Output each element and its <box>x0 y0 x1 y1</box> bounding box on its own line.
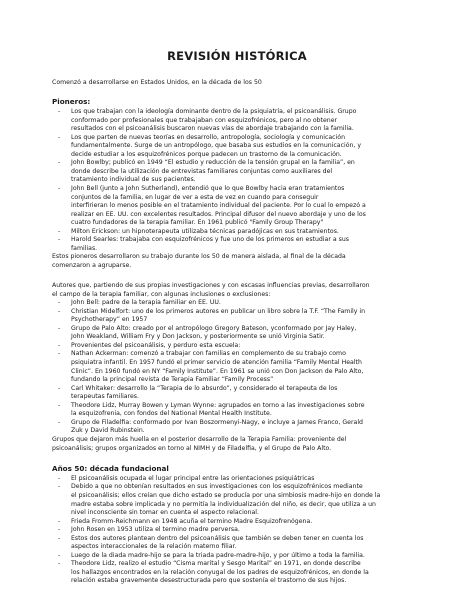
list-item-line: donde describe la utilización de entrevistas familiares conjuntas como auxiliares del <box>71 167 333 175</box>
list-item-line: aspectos interaccionales de la relación materno filiar. <box>71 543 237 551</box>
list-item-line: Psychotherapy” en 1957 <box>71 316 148 324</box>
list-item-line: John Rosen en 1953 utiliza el termino madre perversa. <box>71 526 240 534</box>
list-item-line: el psicoanálisis; ellos creían que dicho estado se producía por una simbiosis madre-hijo en donde la <box>71 491 381 499</box>
list-item-line: tratamiento individual de sus pacientes. <box>71 176 196 184</box>
bullet-dash: - <box>58 401 61 409</box>
bullet-dash: - <box>58 418 61 426</box>
bullet-dash: - <box>58 185 61 193</box>
bullet-dash: - <box>58 483 61 491</box>
bullet-dash: - <box>58 236 61 244</box>
list-item-line: Grupo de Palo Alto: creado por el antropólogo Gregory Bateson, yconformado por Jay Haley, <box>71 324 357 332</box>
list-item-line: familias. <box>71 244 98 252</box>
section-heading: Pioneros: <box>52 96 91 106</box>
list-item-line: John Bell: padre de la terapia familiar en EE. UU. <box>71 299 221 307</box>
list-item-line: Christian Midelfort: uno de los primeros autores en publicar un libro sobre la T.F. “The Family in <box>71 307 366 315</box>
list-item-line: Theodore Lidz, Murray Bowen y Lyman Wynne: agrupados en torno a las investigaciones sobre <box>71 401 365 409</box>
page-title: REVISIÓN HISTÓRICA <box>167 49 307 63</box>
list-item-line: Carl Whitaker: desarrollo la “Terapia de lo absurdo”, y considerado el terapeuta de los <box>71 384 338 392</box>
bullet-dash: - <box>58 474 61 482</box>
bullet-dash: - <box>58 133 61 141</box>
bullet-dash: - <box>58 108 61 116</box>
list-item-line: John Bell (junto a John Sutherland), entendió que lo que Bowlby hacia eran tratamientos <box>71 185 345 193</box>
paragraph-line: comenzaron a agruparse. <box>52 261 132 269</box>
list-item-line: El psicoanálisis ocupada el lugar principal entre las orientaciones psiquiátricas <box>71 474 315 482</box>
list-item-line: relación estaba gravemente desestructurada pero que sostenía el trastorno de sus hijos. <box>71 577 347 585</box>
bullet-dash: - <box>58 299 61 307</box>
list-item-line: psiquiatra infantil. En 1957 fundó el primer servicio de atención familia “Family Mental Health <box>71 359 362 366</box>
list-item-line: Debido a que no obtenían resultados en sus investigaciones con los esquizofrénicos mediante <box>71 483 363 491</box>
list-item-line: la esquizofrenia, con fondos del National Mental Health Institute. <box>71 410 272 418</box>
list-item-line: John Weakland, William Fry y Don Jackson, y posteriormente se unió Virginia Satir. <box>71 333 325 341</box>
list-item-line: resultados con el psicoanálisis buscaron nuevas vías de abordaje trabajando con la familia. <box>71 125 354 133</box>
bullet-dash: - <box>58 526 61 534</box>
bullet-dash: - <box>58 517 61 525</box>
list-item-line: interfirieran lo menos posible en el tratamiento individual del paciente. Por lo cual lo empezó a <box>71 202 366 210</box>
list-item-line: los hallazgos encontrados en la relación conyugal de los padres de esquizofrénicos, en donde la <box>71 568 369 576</box>
paragraph-line: Estos pioneros desarrollaron su trabajo durante los 50 de manera aislada, al final de la década <box>52 253 346 261</box>
list-item-line: realizar en EE. UU. con excelentes resultados. Principal difusor del nuevo abordaje y uno de los <box>71 210 366 218</box>
list-item-line: nivel inconsciente sin tomar en cuenta el aspecto relacional. <box>71 509 259 517</box>
list-item-line: Grupo de Filadelfia: conformado por Ivan Boszormenyi-Nagy, e incluye a James Franco, Gerald <box>71 418 363 426</box>
intro-text: Comenzó a desarrollarse en Estados Unidos, en la década de los 50 <box>52 79 262 86</box>
list-item-line: Los que parten de nuevas teorías en desarrollo, antropología, sociología y comunicación <box>71 133 345 141</box>
bullet-dash: - <box>58 384 61 392</box>
list-item-line: Estos dos autores plantean dentro del psicoanálisis que también se deben tener en cuenta los <box>71 534 364 542</box>
bullet-dash: - <box>58 307 61 315</box>
bullet-dash: - <box>58 534 61 542</box>
list-item-line: fundando la principal revista de Terapia Familiar “Family Process” <box>71 376 274 384</box>
paragraph-line: Grupos que dejaron más huella en el posterior desarrollo de la Terapia Familia: proveniente del <box>52 435 347 443</box>
list-item-line: Theodore Lidz, realizo el estudio “Cisma marital y Sesgo Marital” en 1971, en donde describe <box>71 560 361 568</box>
list-item-line: John Bowlby; publicó en 1949 “El estudio y reducción de la tensión grupal en la familia”, en <box>71 159 355 167</box>
bullet-dash: - <box>58 227 61 235</box>
paragraph-line: el campo de la terapia familiar, con algunas inclusiones o exclusiones: <box>52 290 271 298</box>
list-item-line: Zuk y David Rubinstein. <box>71 427 145 435</box>
bullet-dash: - <box>58 551 61 559</box>
section-heading: Años 50: década fundacional <box>52 463 169 473</box>
list-item-line: Harold Searles: trabajaba con esquizofrénicos y fue uno de los primeros en estudiar a sus <box>71 236 349 244</box>
list-item-line: conformado por profesionales que trabajaban con esquizofrénicos, pero al no obtener <box>71 116 338 124</box>
paragraph-line: psicoanálisis; grupos organizados en torno al NIMH y de Filadelfia, y el Grupo de Palo Alto. <box>52 444 332 452</box>
bullet-dash: - <box>58 341 61 349</box>
bullet-dash: - <box>58 159 61 167</box>
bullet-dash: - <box>58 560 61 568</box>
list-item-line: Provenientes del psicoanálisis, y perduro esta escuela: <box>71 341 241 349</box>
list-item-line: Luego de la diada madre-hijo se para la triada padre-madre-hijo, y por último a toda la familia. <box>71 551 365 559</box>
list-item-line: conjuntos de la familia, en lugar de ver a esta de vez en cuando para conseguir <box>71 193 319 201</box>
list-item-line: decide estudiar a los esquizofrénicos porque padecen un trastorno de la comunicación. <box>71 150 342 158</box>
list-item-line: fundamentalmente. Surge de un antropólogo, que basaba sus estudios en la comunicación, y <box>71 142 361 150</box>
list-item-line: Clinic”. En 1960 fundó en NY “Family Institute”. En 1961 se unió con Don Jackson de Palo Alto, <box>71 367 364 375</box>
list-item-line: cuatro fundadores de la terapia familiar. En 1961 publicó "Family Group Therapy" <box>71 219 324 227</box>
list-item-line: Los que trabajan con la ideología dominante dentro de la psiquiatría, el psicoanálisis. Grupo <box>71 108 357 116</box>
list-item-line: Frieda Fromm-Reichmann en 1948 acuña el termino Madre Esquizofrenógena. <box>71 517 313 525</box>
bullet-dash: - <box>58 324 61 332</box>
list-item-line: Nathan Ackerman: comenzó a trabajar con familias en complemento de su trabajo como <box>71 350 346 358</box>
list-item-line: terapeutas familiares. <box>71 393 139 401</box>
list-item-line: Milton Erickson: un hipnoterapeuta utilizaba técnicas paradójicas en sus tratamientos. <box>71 227 339 235</box>
list-item-line: madre estaba sobre implicada y no permitía la individualización del niño, es decir, que utiliza a un <box>71 500 376 508</box>
paragraph-line: Autores que, partiendo de sus propias investigaciones y con escasas influencias previas, desarrollaron <box>52 282 370 290</box>
bullet-dash: - <box>58 350 61 358</box>
